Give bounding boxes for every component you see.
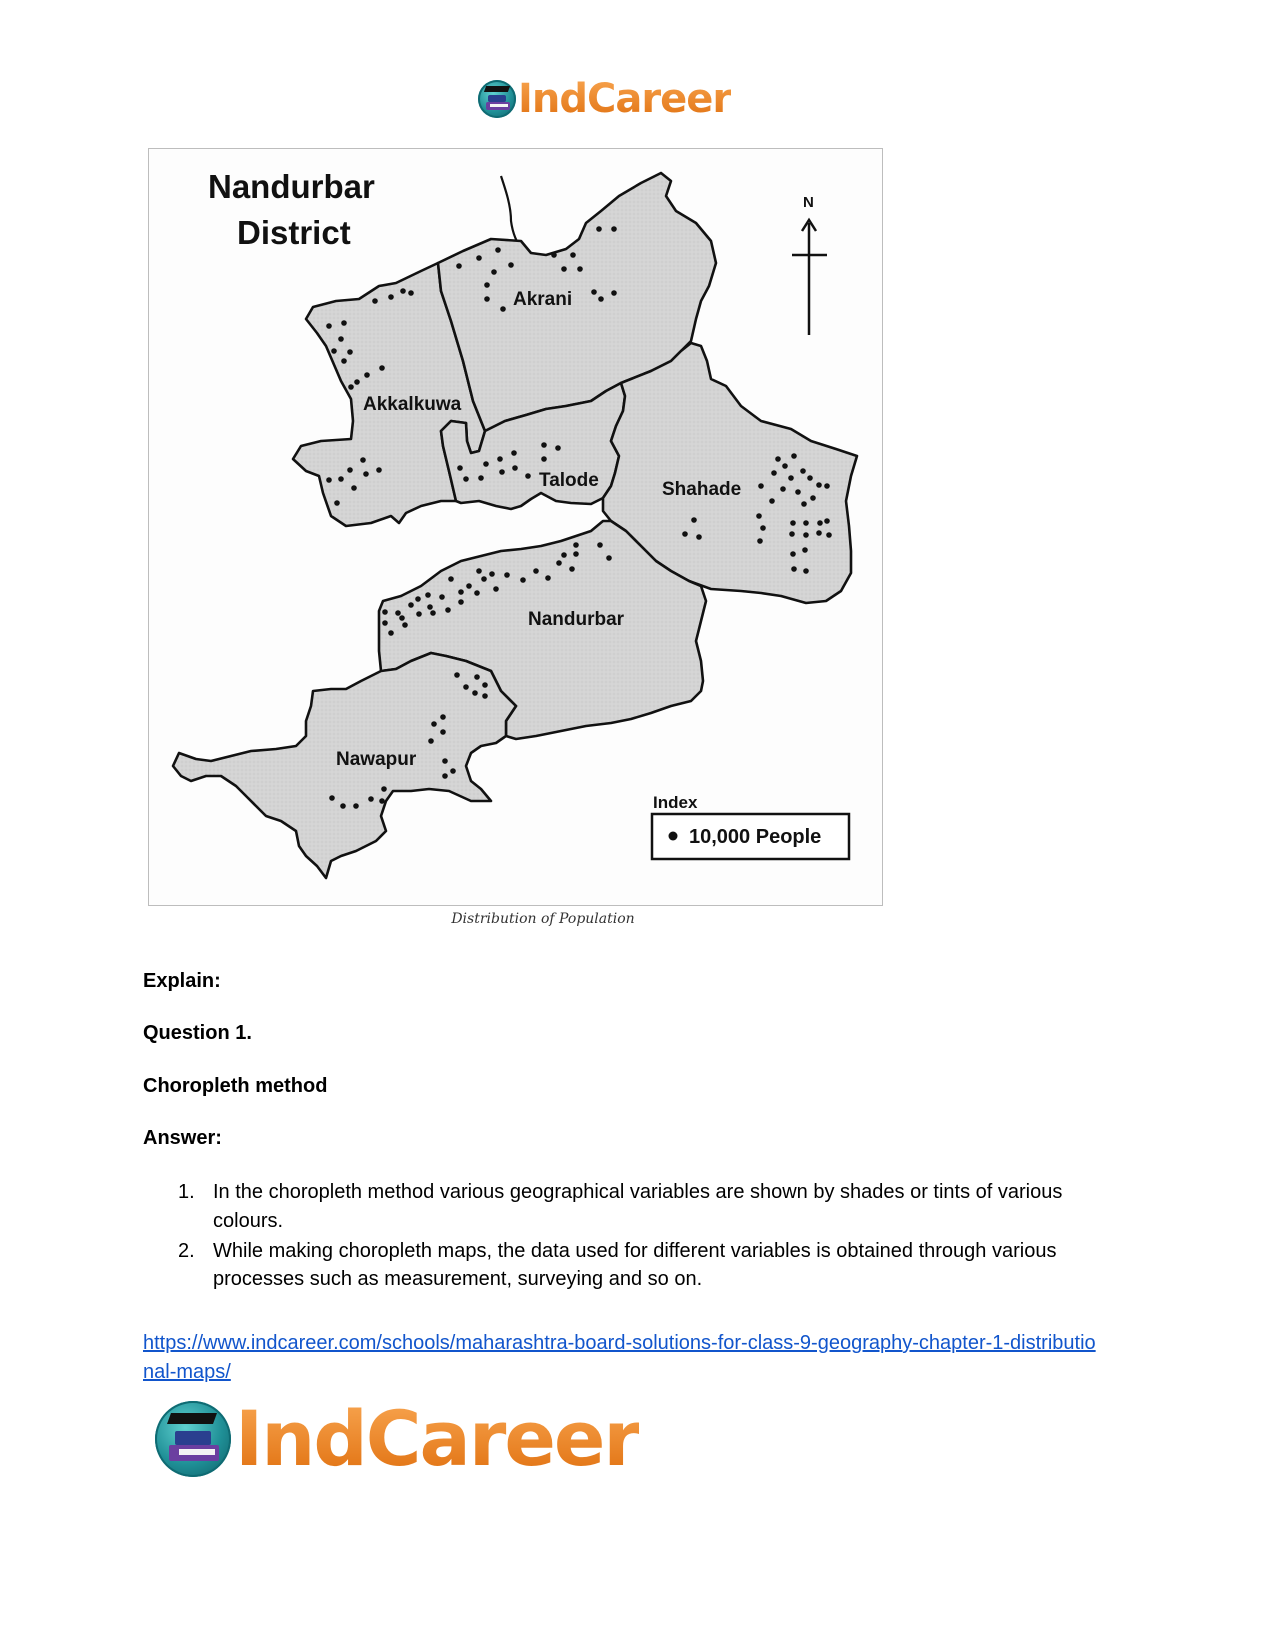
population-dot	[525, 473, 531, 479]
population-dot	[508, 262, 514, 268]
graduation-books-icon	[155, 1401, 231, 1477]
population-dot	[448, 576, 454, 582]
population-dot	[454, 672, 460, 678]
population-dot	[511, 450, 517, 456]
explain-heading: Explain:	[143, 970, 221, 992]
population-dot	[570, 252, 576, 258]
population-dot	[790, 520, 796, 526]
population-dot	[497, 456, 503, 462]
population-dot	[606, 555, 612, 561]
legend-title: Index	[653, 793, 698, 812]
population-dot	[801, 501, 807, 507]
question-number: Question 1.	[143, 1022, 252, 1044]
population-dot	[388, 630, 394, 636]
nandurbar-district-map	[149, 149, 884, 907]
map-caption: Distribution of Population	[451, 911, 635, 927]
population-dot	[495, 247, 501, 253]
population-dot	[368, 796, 374, 802]
population-dot	[364, 372, 370, 378]
population-dot	[561, 266, 567, 272]
population-dot	[326, 323, 332, 329]
region-label: Akkalkuwa	[363, 394, 462, 415]
population-dot	[682, 531, 688, 537]
population-dot	[489, 571, 495, 577]
map-figure	[148, 148, 883, 906]
population-dot	[484, 282, 490, 288]
region-label: Talode	[539, 470, 599, 491]
population-dot	[780, 486, 786, 492]
map-legend	[652, 793, 849, 859]
legend-dot-icon	[669, 832, 678, 841]
population-dot	[415, 596, 421, 602]
population-dot	[338, 476, 344, 482]
population-dot	[561, 552, 567, 558]
population-dot	[500, 306, 506, 312]
population-dot	[456, 263, 462, 269]
population-dot	[476, 255, 482, 261]
population-dot	[810, 495, 816, 501]
population-dot	[428, 738, 434, 744]
population-dot	[577, 266, 583, 272]
answer-item-number: 1.	[178, 1181, 195, 1203]
population-dot	[326, 477, 332, 483]
population-dot	[425, 592, 431, 598]
population-dot	[382, 620, 388, 626]
north-label: N	[803, 194, 814, 211]
map-title-line2: District	[237, 214, 351, 251]
population-dot	[802, 547, 808, 553]
population-dot	[442, 758, 448, 764]
population-dot	[400, 288, 406, 294]
region-label: Nawapur	[336, 749, 417, 770]
population-dot	[382, 609, 388, 615]
population-dot	[573, 542, 579, 548]
population-dot	[499, 469, 505, 475]
population-dot	[463, 684, 469, 690]
population-dot	[757, 538, 763, 544]
population-dot	[341, 358, 347, 364]
population-dot	[476, 568, 482, 574]
population-dot	[598, 296, 604, 302]
region-label: Nandurbar	[528, 609, 625, 630]
population-dot	[824, 518, 830, 524]
population-dot	[474, 674, 480, 680]
population-dot	[824, 483, 830, 489]
population-dot	[775, 456, 781, 462]
population-dot	[466, 583, 472, 589]
population-dot	[611, 290, 617, 296]
population-dot	[758, 483, 764, 489]
population-dot	[402, 622, 408, 628]
population-dot	[817, 520, 823, 526]
population-dot	[769, 498, 775, 504]
indcareer-logo-footer	[155, 1394, 639, 1483]
population-dot	[347, 349, 353, 355]
logo-wordmark: IndCareer	[235, 1394, 639, 1483]
population-dot	[611, 226, 617, 232]
population-dot	[790, 551, 796, 557]
population-dot	[771, 470, 777, 476]
population-dot	[691, 517, 697, 523]
population-dot	[696, 534, 702, 540]
population-dot	[338, 336, 344, 342]
population-dot	[440, 729, 446, 735]
population-dot	[445, 607, 451, 613]
population-dot	[591, 289, 597, 295]
population-dot	[555, 445, 561, 451]
population-dot	[430, 610, 436, 616]
answer-item-number: 2.	[178, 1239, 195, 1262]
answer-heading: Answer:	[143, 1127, 222, 1149]
population-dot	[795, 489, 801, 495]
population-dot	[484, 296, 490, 302]
population-dot	[788, 475, 794, 481]
question-topic: Choropleth method	[143, 1075, 328, 1097]
population-dot	[573, 551, 579, 557]
population-dot	[360, 457, 366, 463]
population-dot	[347, 467, 353, 473]
population-dot	[354, 379, 360, 385]
population-dot	[493, 586, 499, 592]
population-dot	[756, 513, 762, 519]
population-dot	[353, 803, 359, 809]
indcareer-logo-header	[478, 76, 731, 122]
population-dot	[450, 768, 456, 774]
population-dot	[440, 714, 446, 720]
population-dot	[379, 365, 385, 371]
region-label: Shahade	[662, 479, 742, 500]
population-dot	[351, 485, 357, 491]
population-dot	[482, 682, 488, 688]
answer-item	[143, 1237, 1103, 1294]
population-dot	[381, 786, 387, 792]
population-dot	[379, 798, 385, 804]
population-dot	[791, 453, 797, 459]
population-dot	[439, 594, 445, 600]
population-dot	[826, 532, 832, 538]
population-dot	[408, 602, 414, 608]
population-dot	[363, 471, 369, 477]
population-dot	[478, 475, 484, 481]
population-dot	[329, 795, 335, 801]
logo-wordmark: IndCareer	[518, 76, 732, 122]
population-dot	[791, 566, 797, 572]
population-dot	[541, 456, 547, 462]
population-dot	[431, 721, 437, 727]
population-dot	[541, 442, 547, 448]
answer-list	[143, 1178, 1103, 1295]
population-dot	[504, 572, 510, 578]
population-dot	[760, 525, 766, 531]
population-dot	[334, 500, 340, 506]
answer-item-text: In the choropleth method various geographical variables are shown by shades or tints of various colours.	[213, 1181, 1063, 1232]
population-dot	[803, 532, 809, 538]
population-dot	[474, 590, 480, 596]
population-dot	[458, 599, 464, 605]
population-dot	[457, 465, 463, 471]
population-dot	[569, 566, 575, 572]
population-dot	[807, 475, 813, 481]
population-dot	[331, 348, 337, 354]
population-dot	[803, 568, 809, 574]
map-title-line1: Nandurbar	[208, 168, 375, 205]
legend-item-label: 10,000 People	[689, 826, 822, 848]
population-dot	[483, 461, 489, 467]
population-dot	[597, 542, 603, 548]
population-dot	[533, 568, 539, 574]
population-dot	[803, 520, 809, 526]
region-label: Akrani	[513, 289, 573, 310]
source-link[interactable]: https://www.indcareer.com/schools/maharashtra-board-solutions-for-class-9-geography-chapter-1-distributional-maps/	[143, 1332, 1096, 1383]
population-dot	[816, 482, 822, 488]
population-dot	[388, 294, 394, 300]
population-dot	[545, 575, 551, 581]
population-dot	[556, 560, 562, 566]
graduation-books-icon	[478, 80, 516, 118]
population-dot	[408, 290, 414, 296]
answer-item	[143, 1178, 1103, 1235]
population-dot	[551, 252, 557, 258]
population-dot	[520, 577, 526, 583]
population-dot	[472, 690, 478, 696]
population-dot	[340, 803, 346, 809]
population-dot	[463, 476, 469, 482]
population-dot	[800, 468, 806, 474]
population-dot	[458, 589, 464, 595]
population-dot	[395, 610, 401, 616]
population-dot	[399, 615, 405, 621]
population-dot	[482, 693, 488, 699]
population-dot	[372, 298, 378, 304]
population-dot	[512, 465, 518, 471]
north-arrow-icon	[792, 220, 827, 335]
population-dot	[816, 530, 822, 536]
population-dot	[782, 463, 788, 469]
population-dot	[789, 531, 795, 537]
population-dot	[416, 611, 422, 617]
population-dot	[481, 576, 487, 582]
population-dot	[491, 269, 497, 275]
population-dot	[348, 384, 354, 390]
population-dot	[596, 226, 602, 232]
population-dot	[442, 773, 448, 779]
population-dot	[427, 604, 433, 610]
answer-item-text: While making choropleth maps, the data used for different variables is obtained through various processes such as measurement, surveying and so on.	[213, 1239, 1057, 1290]
population-dot	[376, 467, 382, 473]
population-dot	[341, 320, 347, 326]
